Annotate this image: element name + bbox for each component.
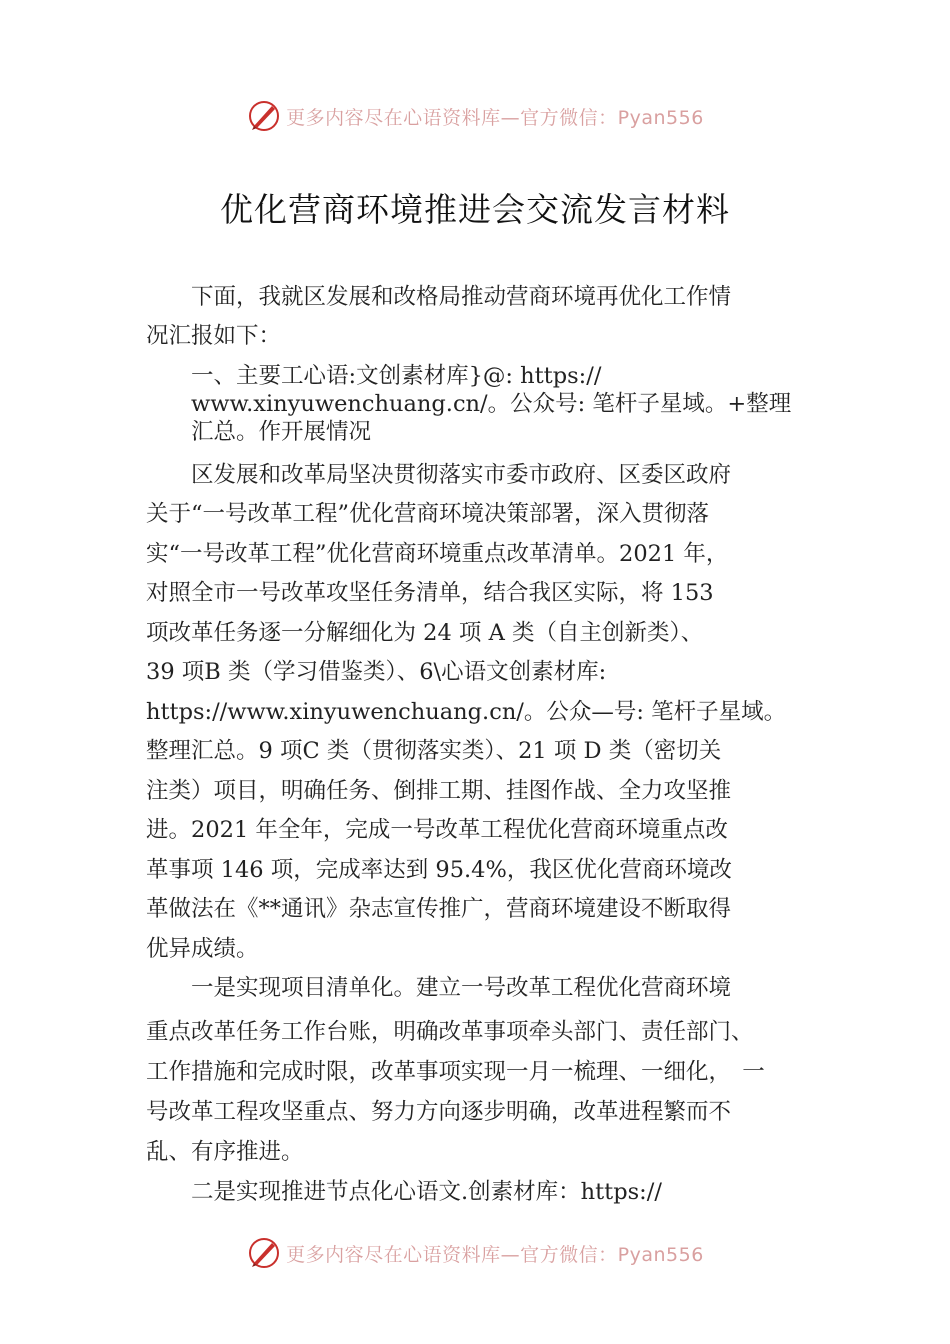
body-line: 况汇报如下： <box>146 323 282 349</box>
body-line: 注类）项目，明确任务、倒排工期、挂图作战、全力攻坚推 <box>146 778 732 804</box>
body-line: 二是实现推进节点化心语文.创素材库：https:// <box>146 1179 662 1205</box>
body-line: 对照全市一号改革攻坚任务清单，结合我区实际，将 153 <box>146 580 714 606</box>
body-line: 39 项B 类（学习借鉴类）、6\心语文创素材库: <box>146 659 607 685</box>
quill-pen-icon <box>246 1235 282 1271</box>
body-line: 优异成绩。 <box>146 936 259 962</box>
body-line: 革做法在《**通讯》杂志宣传推广，营商环境建设不断取得 <box>146 896 732 922</box>
body-line: 工作措施和完成时限，改革事项实现一月一梳理、一细化， 一 <box>146 1059 765 1085</box>
banner-text: 更多内容尽在心语资料库—官方微信：Pyan556 <box>286 106 704 129</box>
body-line: 区发展和改革局坚决贯彻落实市委市政府、区委区政府 <box>146 462 732 488</box>
body-line: 革事项 146 项，完成率达到 95.4%，我区优化营商环境改 <box>146 857 732 883</box>
body-line: 重点改革任务工作台账，明确改革事项牵头部门、责任部门、 <box>146 1019 754 1045</box>
body-line: 进。2021 年全年，完成一号改革工程优化营商环境重点改 <box>146 817 728 843</box>
header-watermark-banner <box>0 94 950 138</box>
body-line: 一是实现项目清单化。建立一号改革工程优化营商环境 <box>146 975 732 1001</box>
banner-text: 更多内容尽在心语资料库—官方微信：Pyan556 <box>286 1243 704 1266</box>
body-line: 下面，我就区发展和改格局推动营商环境再优化工作情 <box>146 284 732 310</box>
body-line: 一、主要工心语:文创素材库}@: https:// <box>146 363 602 389</box>
body-line: www.xinyuwenchuang.cn/。公众号: 笔杆子星域。+整理 <box>146 391 792 417</box>
document-title: 优化营商环境推进会交流发言材料 <box>220 190 730 229</box>
body-line: 实“一号改革工程”优化营商环境重点改革清单。2021 年， <box>146 541 729 567</box>
body-line: 关于“一号改革工程”优化营商环境决策部署，深入贯彻落 <box>146 501 710 527</box>
body-line: 汇总。作开展情况 <box>146 419 372 445</box>
body-line: 号改革工程攻坚重点、努力方向逐步明确，改革进程繁而不 <box>146 1099 732 1125</box>
body-line: 乱、有序推进。 <box>146 1139 304 1165</box>
body-line: 项改革任务逐一分解细化为 24 项 A 类（自主创新类）、 <box>146 620 704 646</box>
body-line: 整理汇总。9 项C 类（贯彻落实类）、21 项 D 类（密切关 <box>146 738 722 764</box>
quill-pen-icon <box>246 98 282 134</box>
footer-watermark-banner <box>0 1231 950 1275</box>
body-line: https://www.xinyuwenchuang.cn/。公众—号: 笔杆子星域。 <box>146 699 787 725</box>
